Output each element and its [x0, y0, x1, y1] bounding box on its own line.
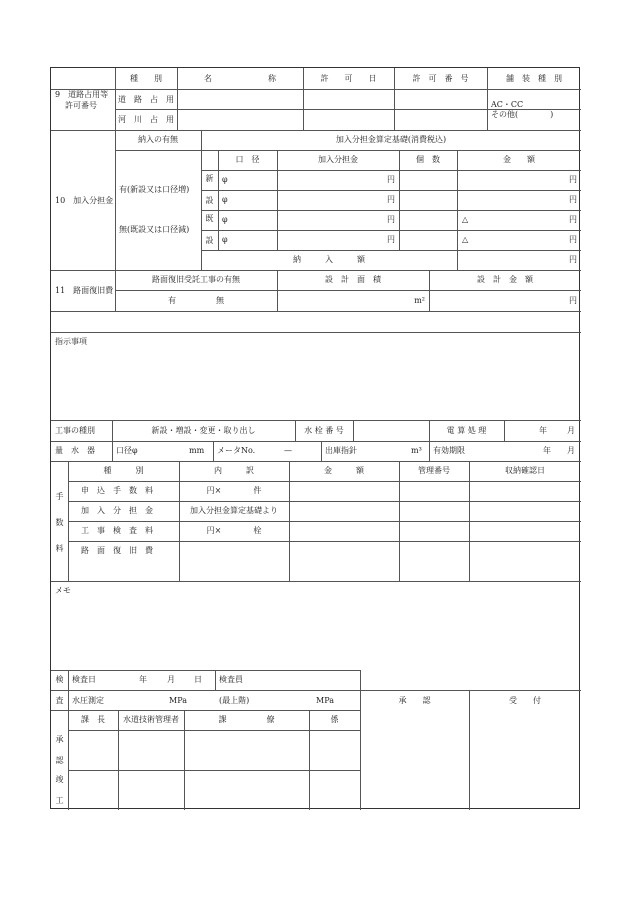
approval-side-1: 承 — [55, 735, 64, 744]
rule — [429, 441, 430, 461]
col-diameter-header: 口 径 — [235, 155, 260, 164]
meter-diameter: 口径φ — [116, 446, 138, 455]
staff-header: 課 僚 — [218, 715, 275, 724]
rule — [68, 461, 69, 581]
fee-row-detail: 円× 件 — [206, 486, 262, 495]
payment-header: 納入の有無 — [138, 135, 178, 144]
completion-side-1: 竣 — [55, 775, 64, 784]
rule — [68, 521, 581, 522]
rule — [309, 710, 310, 810]
rule — [115, 290, 581, 291]
clerk-header: 係 — [330, 715, 339, 724]
expiry-label: 有効期限 — [433, 446, 465, 455]
rule — [51, 670, 360, 671]
rule — [201, 210, 581, 211]
col-permit-date-header: 許 可 日 — [320, 74, 377, 83]
rule — [118, 710, 119, 810]
section9-sublabel: 許可番号 — [65, 101, 97, 110]
rule — [469, 461, 470, 581]
fee-row-detail: 加入分担金算定基礎より — [190, 506, 278, 515]
fee-row-detail: 円× 栓 — [206, 526, 262, 535]
work-type-label: 工事の種別 — [55, 426, 95, 435]
rule — [68, 541, 581, 542]
phi-symbol: φ — [222, 235, 228, 244]
day-unit: 日 — [194, 675, 202, 684]
section10-label: 10 加入分担金 — [55, 196, 114, 205]
design-area-header: 設 計 面 積 — [325, 275, 381, 284]
rule — [201, 190, 581, 191]
month-unit: 月 — [567, 446, 575, 455]
rule — [51, 441, 581, 442]
total-payment-label: 納 入 額 — [293, 255, 365, 264]
pavement-option-other: その他( ) — [491, 110, 554, 119]
rule — [68, 670, 69, 710]
inspection-date-label: 検査日 — [72, 675, 96, 684]
fees-detail-header: 内 訳 — [214, 466, 254, 475]
rule — [68, 730, 360, 731]
rule — [51, 130, 581, 131]
rule — [112, 441, 113, 461]
month-unit: 月 — [167, 675, 175, 684]
triangle-mark: △ — [462, 235, 469, 244]
rule — [179, 461, 180, 581]
m3-unit: m³ — [411, 446, 422, 455]
rule — [51, 270, 581, 271]
rule — [51, 461, 581, 462]
fees-mgmt-header: 管理番号 — [418, 466, 450, 475]
col-type-header: 種 別 — [130, 74, 162, 83]
inspection-side-2: 査 — [55, 696, 64, 705]
fees-type-header: 種 別 — [103, 466, 144, 475]
inspection-side-1: 検 — [55, 675, 64, 684]
existing-label-2: 設 — [205, 236, 214, 245]
work-type-value: 新設・増設・変更・取り出し — [151, 426, 256, 435]
top-floor-label: (最上階) — [219, 696, 250, 705]
new-label-1: 新 — [205, 174, 214, 183]
yen-unit: 円 — [569, 175, 577, 184]
rule — [51, 581, 581, 582]
tap-number-label: 水 栓 番 号 — [304, 426, 344, 435]
pavement-option-ac-cc: AC・CC — [491, 100, 524, 109]
phi-symbol: φ — [222, 195, 228, 204]
fee-row-name: 路 面 復 旧 費 — [81, 546, 153, 555]
completion-side-2: 工 — [55, 796, 64, 805]
rule — [289, 461, 290, 581]
rule — [215, 670, 216, 690]
section9-label: 9 道路占用等 — [55, 90, 109, 99]
yen-unit: 円 — [569, 296, 577, 305]
rule — [201, 230, 581, 231]
rule — [218, 150, 219, 250]
rule — [469, 690, 470, 810]
mpa-unit: MPa — [169, 696, 187, 705]
rule — [68, 481, 581, 482]
year-unit: 年 — [139, 675, 147, 684]
approval-header: 承 認 — [398, 696, 431, 705]
option-yes: 有(新設又は口径増) — [119, 185, 190, 194]
yen-unit: 円 — [569, 255, 577, 264]
rule — [51, 332, 581, 333]
yen-unit: 円 — [387, 195, 395, 204]
existing-label-1: 既 — [205, 214, 214, 223]
year-unit: 年 — [543, 446, 551, 455]
col-permit-number-header: 許 可 番 号 — [412, 74, 469, 83]
row-river-occupancy: 河 川 占 用 — [118, 115, 174, 124]
rule — [51, 89, 581, 90]
fees-receipt-header: 収納確認日 — [505, 466, 545, 475]
phi-symbol: φ — [222, 175, 228, 184]
section-chief-header: 課 長 — [81, 715, 105, 724]
rule — [51, 311, 581, 312]
design-cost-header: 設 計 金 額 — [477, 275, 533, 284]
instructions-label: 指示事項 — [55, 337, 87, 346]
rule — [68, 770, 360, 771]
reception-header: 受 付 — [509, 696, 541, 705]
basis-header: 加入分担金算定基礎(消費税込) — [335, 135, 447, 144]
meter-label: 量 水 器 — [55, 446, 95, 455]
triangle-mark: △ — [462, 215, 469, 224]
fees-side-2: 数 — [55, 518, 64, 527]
yen-unit: 円 — [387, 235, 395, 244]
rule — [504, 420, 505, 441]
fees-side-1: 手 — [55, 492, 64, 501]
fee-row-name: 申 込 手 数 料 — [81, 486, 153, 495]
fees-side-3: 料 — [55, 544, 64, 553]
col-money-header: 金 額 — [503, 155, 535, 164]
rule — [68, 710, 69, 810]
yen-unit: 円 — [569, 235, 577, 244]
row-road-occupancy: 道 路 占 用 — [118, 95, 174, 104]
rule — [68, 501, 581, 502]
water-engineer-header: 水道技術管理者 — [123, 715, 179, 724]
area-unit: m² — [414, 296, 425, 305]
yen-unit: 円 — [569, 215, 577, 224]
memo-label: メモ — [55, 586, 71, 595]
section11-label: 11 路面復旧費 — [55, 286, 114, 295]
rule — [457, 150, 458, 270]
meter-number-dash: — — [284, 446, 292, 455]
month-unit: 月 — [567, 426, 575, 435]
col-count-header: 個 数 — [416, 155, 440, 164]
rule — [51, 690, 581, 691]
reading-label: 出庫指針 — [325, 446, 357, 455]
inspector-label: 検査員 — [219, 675, 243, 684]
rule — [321, 441, 322, 461]
rule — [399, 461, 400, 581]
yen-unit: 円 — [569, 195, 577, 204]
rule — [353, 420, 354, 441]
rule — [201, 250, 581, 251]
meter-number-label: メータNo. — [217, 446, 256, 455]
rule — [51, 710, 360, 711]
yen-unit: 円 — [387, 175, 395, 184]
water-pressure-label: 水圧測定 — [72, 696, 104, 705]
rule — [213, 441, 214, 461]
computer-processing-label: 電 算 処 理 — [446, 426, 487, 435]
rule — [201, 170, 581, 171]
approval-side-2: 認 — [55, 756, 64, 765]
application-form — [50, 67, 580, 809]
new-label-2: 設 — [205, 196, 214, 205]
col-name-header: 名 称 — [204, 74, 276, 83]
phi-symbol: φ — [222, 215, 228, 224]
fee-row-name: 加 入 分 担 金 — [81, 506, 153, 515]
fees-amount-header: 金 額 — [324, 466, 364, 475]
rule — [360, 670, 361, 810]
yen-unit: 円 — [387, 215, 395, 224]
mm-unit: mm — [189, 446, 205, 455]
rule — [399, 150, 400, 250]
year-unit: 年 — [539, 426, 547, 435]
fee-row-name: 工 事 検 査 料 — [81, 526, 153, 535]
option-no: 無(既設又は口径減) — [119, 225, 190, 234]
col-contribution-header: 加入分担金 — [318, 155, 358, 164]
mpa-unit: MPa — [316, 696, 334, 705]
col-pavement-header: 舗 装 種 別 — [506, 74, 562, 83]
rule — [51, 420, 581, 421]
restoration-value: 有 無 — [168, 296, 224, 305]
rule — [184, 710, 185, 810]
restoration-header: 路面復旧受託工事の有無 — [152, 275, 240, 284]
rule — [115, 150, 581, 151]
